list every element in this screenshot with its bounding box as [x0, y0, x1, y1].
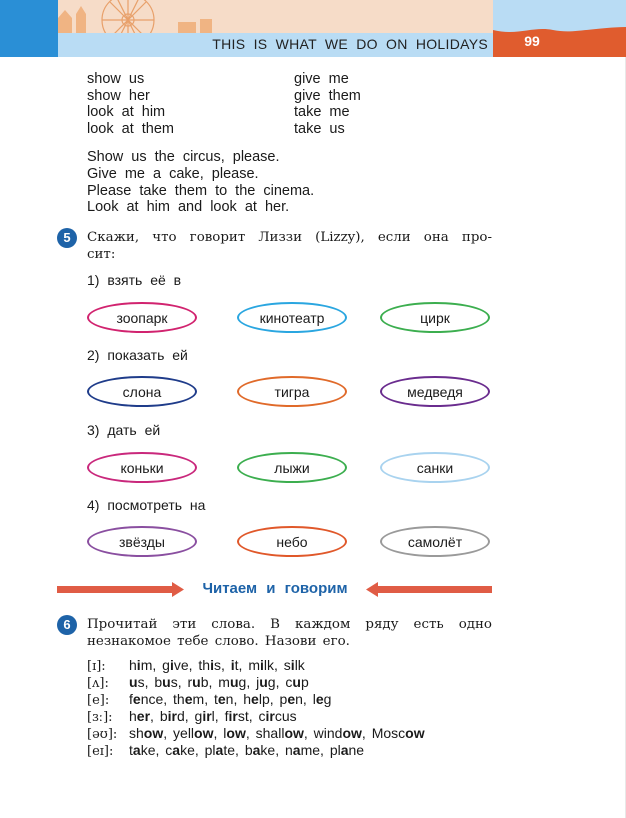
word-pill[interactable]: звёзды	[87, 526, 197, 557]
phonetic-word: jug	[256, 674, 276, 690]
highlighted-letters: u	[192, 674, 201, 690]
phonetic-word: cup	[285, 674, 309, 690]
highlighted-letters: e	[315, 691, 324, 707]
phonetic-words: us, bus, rub, mug, jug, cup	[129, 674, 309, 690]
phonetic-words: her, bird, girl, first, circus	[129, 708, 297, 724]
highlighted-letters: e	[287, 691, 296, 707]
highlighted-letters: ir	[202, 708, 212, 724]
phonetic-word: fence	[129, 691, 164, 707]
phonetic-row	[87, 742, 364, 759]
highlighted-letters: a	[292, 742, 301, 758]
word-pill[interactable]: тигра	[237, 376, 347, 407]
word-pill[interactable]: слона	[87, 376, 197, 407]
phonetic-word: give	[162, 657, 189, 673]
chapter-title: THIS IS WHAT WE DO ON HOLIDAYS	[212, 36, 488, 52]
group-label: 3) дать ей	[87, 422, 161, 438]
phonetic-word: him	[129, 657, 153, 673]
highlighted-letters: e	[184, 691, 193, 707]
highlighted-letters: i	[260, 657, 264, 673]
phonetic-symbol: [eɪ]:	[87, 744, 114, 759]
highlighted-letters: u	[292, 674, 301, 690]
phonetic-word: silk	[283, 657, 305, 673]
highlighted-letters: ow	[405, 725, 425, 741]
highlighted-letters: er	[136, 708, 151, 724]
phonetic-word: cake	[165, 742, 195, 758]
sentence: Look at him and look at her.	[87, 199, 290, 216]
instruction-line: сит:	[87, 247, 116, 262]
highlighted-letters: ow	[284, 725, 304, 741]
pair-item: look at him	[87, 104, 166, 120]
sentence: Please take them to the cinema.	[87, 182, 315, 199]
page-number: 99	[524, 33, 540, 49]
sentence: Give me a cake, please.	[87, 165, 259, 182]
sentence: Show us the circus, please.	[87, 149, 280, 165]
phonetic-word: show	[129, 725, 164, 741]
highlighted-letters: i	[230, 657, 235, 673]
phonetic-symbol: [ɜː]:	[87, 710, 113, 725]
phonetic-word: plate	[204, 742, 236, 758]
phonetic-word: window	[313, 725, 362, 741]
word-pill[interactable]: лыжи	[237, 452, 347, 483]
phonetic-words: take, cake, plate, bake, name, plane	[129, 742, 365, 758]
highlighted-letters: i	[210, 657, 214, 673]
highlighted-letters: u	[229, 674, 239, 690]
phonetic-word: mug	[218, 674, 247, 690]
phonetic-symbol: [ʌ]:	[87, 676, 109, 691]
phonetic-word: shallow	[255, 725, 304, 741]
phonetic-row	[87, 725, 425, 742]
phonetic-row	[87, 674, 309, 691]
highlighted-letters: ow	[143, 725, 164, 741]
section-banner-line-left	[57, 586, 175, 593]
header-ferris-wheel-illustration	[58, 0, 493, 33]
phonetic-word: this	[198, 657, 221, 673]
phonetic-word: help	[243, 691, 270, 707]
highlighted-letters: e	[217, 691, 226, 707]
phonetic-row	[87, 708, 297, 725]
phonetic-words: show, yellow, low, shallow, window, Moscow	[129, 725, 425, 741]
highlighted-letters: ir	[228, 708, 238, 724]
group-label: 2) показать ей	[87, 347, 188, 363]
exercise-5-number-badge: 5	[57, 228, 77, 248]
group-label: 1) взять её в	[87, 272, 182, 288]
exercise-6-instruction	[87, 616, 492, 650]
highlighted-letters: a	[215, 742, 224, 758]
phonetic-word: plane	[329, 742, 365, 758]
highlighted-letters: i	[136, 657, 141, 673]
phonetic-word: take	[129, 742, 156, 758]
phonetic-words: him, give, this, it, milk, silk	[129, 657, 305, 673]
pair-item: take us	[294, 120, 345, 137]
group-label: 4) посмотреть на	[87, 497, 206, 513]
highlighted-letters: a	[252, 742, 261, 758]
pairs-left-column	[87, 71, 174, 137]
phonetic-word: us	[129, 674, 145, 690]
highlighted-letters: ow	[342, 725, 362, 741]
word-pill[interactable]: санки	[380, 452, 490, 483]
pair-item: show her	[87, 87, 150, 104]
section-banner-line-right	[375, 586, 492, 593]
exercise-6-number-badge: 6	[57, 615, 77, 635]
instruction-line: Прочитай эти слова. В каждом ряду есть одно	[87, 617, 492, 632]
phonetic-word: bird	[159, 708, 185, 724]
word-pill[interactable]: небо	[237, 526, 347, 557]
phonetic-word: them	[173, 691, 205, 707]
section-title: Читаем и говорим	[202, 580, 348, 597]
pair-item: take me	[294, 104, 350, 120]
phonetic-word: milk	[248, 657, 275, 673]
phonetic-word: girl	[194, 708, 215, 724]
highlighted-letters: a	[172, 742, 181, 758]
phonetic-word: it	[230, 657, 239, 673]
word-pill[interactable]: коньки	[87, 452, 197, 483]
phonetic-word: Moscow	[371, 725, 425, 741]
phonetic-symbol: [e]:	[87, 693, 110, 708]
highlighted-letters: ow	[226, 725, 246, 741]
exercise-5-instruction	[87, 229, 492, 263]
highlighted-letters: i	[169, 657, 174, 673]
phonetic-row	[87, 657, 305, 674]
phonetic-symbol: [əʊ]:	[87, 727, 118, 742]
word-pill[interactable]: зоопарк	[87, 302, 197, 333]
example-sentences	[87, 149, 314, 216]
phonetic-word: ten	[213, 691, 234, 707]
phonetic-symbol: [ɪ]:	[87, 659, 106, 674]
pair-item: look at them	[87, 120, 174, 137]
highlighted-letters: i	[290, 657, 295, 673]
word-pill[interactable]: цирк	[380, 302, 490, 333]
highlighted-letters: ow	[194, 725, 214, 741]
highlighted-letters: u	[259, 674, 268, 690]
highlighted-letters: e	[251, 691, 259, 707]
pair-item: show us	[87, 71, 145, 87]
word-pill[interactable]: медведя	[380, 376, 490, 407]
pair-item: give them	[294, 87, 361, 104]
highlighted-letters: ir	[167, 708, 177, 724]
phonetic-words: fence, them, ten, help, pen, leg	[129, 691, 332, 707]
phonetic-word: bake	[244, 742, 276, 758]
phonetic-word: low	[223, 725, 246, 741]
highlighted-letters: a	[132, 742, 141, 758]
word-pill[interactable]: кинотеатр	[237, 302, 347, 333]
instruction-line: незнакомое тебе слово. Назови его.	[87, 634, 350, 649]
phonetic-word: pen	[279, 691, 303, 707]
phonetic-word: leg	[312, 691, 332, 707]
phonetic-word: name	[284, 742, 321, 758]
phonetic-word: circus	[258, 708, 297, 724]
instruction-line: Скажи, что говорит Лиззи (Lizzy), если она про-	[87, 230, 492, 245]
highlighted-letters: u	[129, 674, 138, 690]
pair-item: give me	[294, 71, 349, 87]
phonetic-word: rub	[187, 674, 209, 690]
phonetic-word: yellow	[173, 725, 214, 741]
phonetic-word: her	[129, 708, 151, 724]
highlighted-letters: ir	[265, 708, 275, 724]
phonetic-word: first	[224, 708, 249, 724]
phonetic-row	[87, 691, 331, 708]
header-blue-block	[0, 0, 58, 57]
highlighted-letters: e	[132, 691, 141, 707]
highlighted-letters: u	[162, 674, 171, 690]
pairs-right-column	[294, 71, 361, 137]
phonetic-word: bus	[154, 674, 178, 690]
highlighted-letters: a	[340, 742, 349, 758]
word-pill[interactable]: самолёт	[380, 526, 490, 557]
